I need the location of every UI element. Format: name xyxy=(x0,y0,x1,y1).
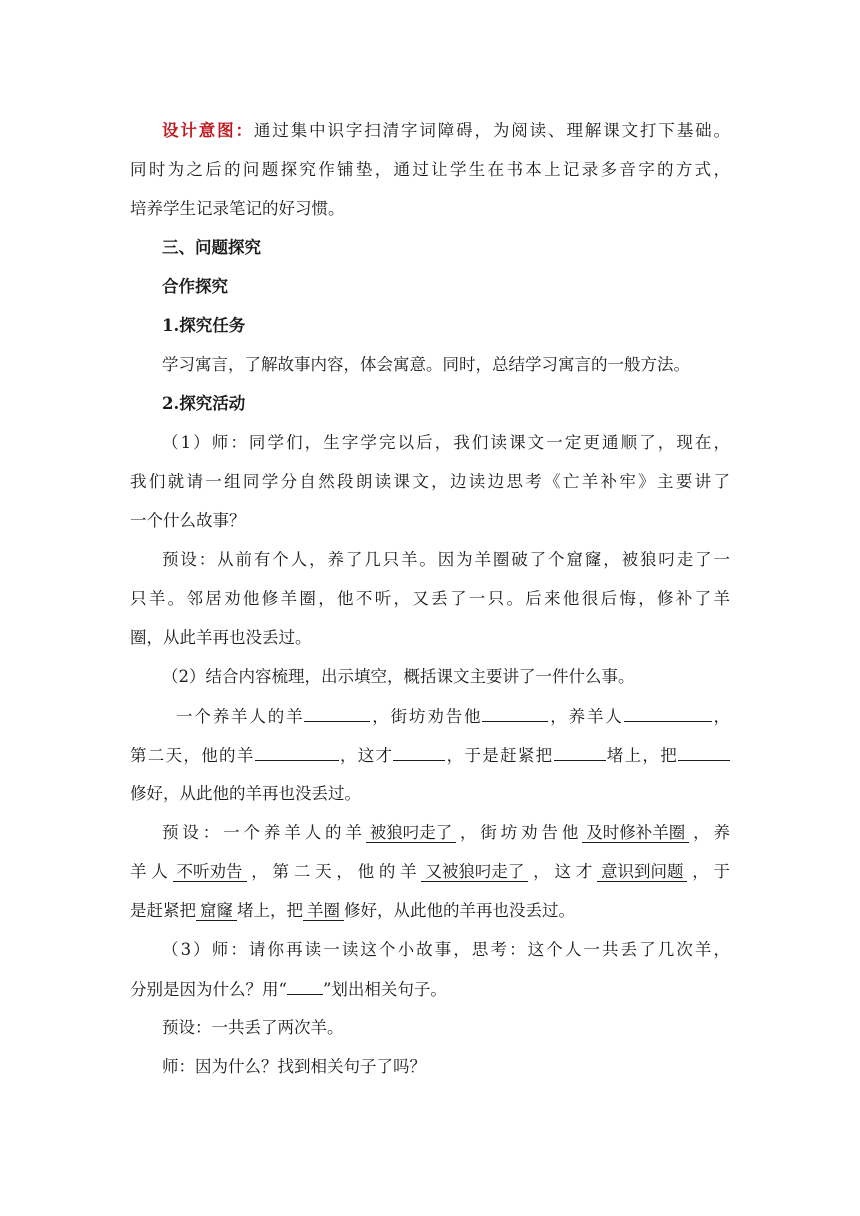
answer-3: 预设：一共丢了两次羊。 xyxy=(162,1018,344,1037)
answer-fill-1: 被狼叼走了 xyxy=(366,824,457,843)
activity-title: 2.探究活动 xyxy=(162,394,246,413)
cloze-blank-2 xyxy=(482,705,548,722)
answer-1-line-3: 圈，从此羊再也没丢过。 xyxy=(130,628,312,647)
underline-sample xyxy=(287,978,323,995)
answer-fill-5: 意识到问题 xyxy=(597,863,688,882)
question-2: （2）结合内容梳理，出示填空，概括课文主要讲了一件什么事。 xyxy=(162,667,635,686)
design-intent-line-2: 同时为之后的问题探究作铺垫，通过让学生在书本上记录多音字的方式， xyxy=(130,160,730,179)
subsection-heading: 合作探究 xyxy=(162,277,228,296)
question-1-line-1: （1）师：同学们，生字学完以后，我们读课文一定更通顺了，现在， xyxy=(162,433,730,452)
task-title: 1.探究任务 xyxy=(162,316,246,335)
design-intent-line-3: 培养学生记录笔记的好习惯。 xyxy=(130,199,345,218)
answer-fill-7: 羊圈 xyxy=(303,902,344,921)
cloze-blank-7 xyxy=(678,744,730,761)
cloze-blank-1 xyxy=(304,705,370,722)
answer-fill-2: 及时修补羊圈 xyxy=(582,824,689,843)
cloze-line-3: 修好，从此他的羊再也没丢过。 xyxy=(130,784,361,803)
question-4: 师：因为什么？找到相关句子了吗？ xyxy=(162,1057,426,1076)
task-text: 学习寓言，了解故事内容，体会寓意。同时，总结学习寓言的一般方法。 xyxy=(162,355,690,374)
question-1-line-3: 一个什么故事？ xyxy=(130,511,246,530)
section-heading: 三、问题探究 xyxy=(162,238,261,257)
cloze-line-1: 一个养羊人的羊 ，街坊劝告他 ，养羊人 ， xyxy=(176,707,731,726)
cloze-blank-4 xyxy=(255,744,339,761)
cloze-blank-6 xyxy=(554,744,606,761)
design-intent-line-1: 设计意图：通过集中识字扫清字词障碍，为阅读、理解课文打下基础。 xyxy=(162,121,731,140)
answer-2-line-1: 预设：一个养羊人的羊 被狼叼走了 ，街坊劝告他 及时修补羊圈 ，养 xyxy=(162,823,731,842)
answer-2-line-3: 是赶紧把 窟窿 堵上，把 羊圈 修好，从此他的羊再也没丢过。 xyxy=(130,901,575,920)
answer-2-line-2: 羊人 不听劝告 ，第二天，他的羊 又被狼叼走了 ，这才 意识到问题 ，于 xyxy=(130,862,731,881)
question-1-line-2: 我们就请一组同学分自然段朗读课文，边读边思考《亡羊补牢》主要讲了 xyxy=(130,472,730,491)
answer-fill-6: 窟窿 xyxy=(196,902,237,921)
answer-1-line-2: 只羊。邻居劝他修羊圈，他不听，又丢了一只。后来他很后悔，修补了羊 xyxy=(130,589,730,608)
cloze-blank-3 xyxy=(624,705,712,722)
answer-1-line-1: 预设：从前有个人，养了几只羊。因为羊圈破了个窟窿，被狼叼走了一 xyxy=(162,550,730,569)
question-3-line-1: （3）师：请你再读一读这个小故事，思考：这个人一共丢了几次羊， xyxy=(162,940,730,959)
cloze-blank-5 xyxy=(393,744,445,761)
cloze-line-2: 第二天，他的羊 ，这才 ，于是赶紧把 堵上，把 xyxy=(130,744,730,767)
question-3-line-2: 分别是因为什么？用“ ”划出相关句子。 xyxy=(130,980,447,999)
answer-fill-3: 不听劝告 xyxy=(173,863,247,882)
answer-fill-4: 又被狼叼走了 xyxy=(421,863,528,882)
design-intent-label: 设计意图： xyxy=(162,121,254,140)
